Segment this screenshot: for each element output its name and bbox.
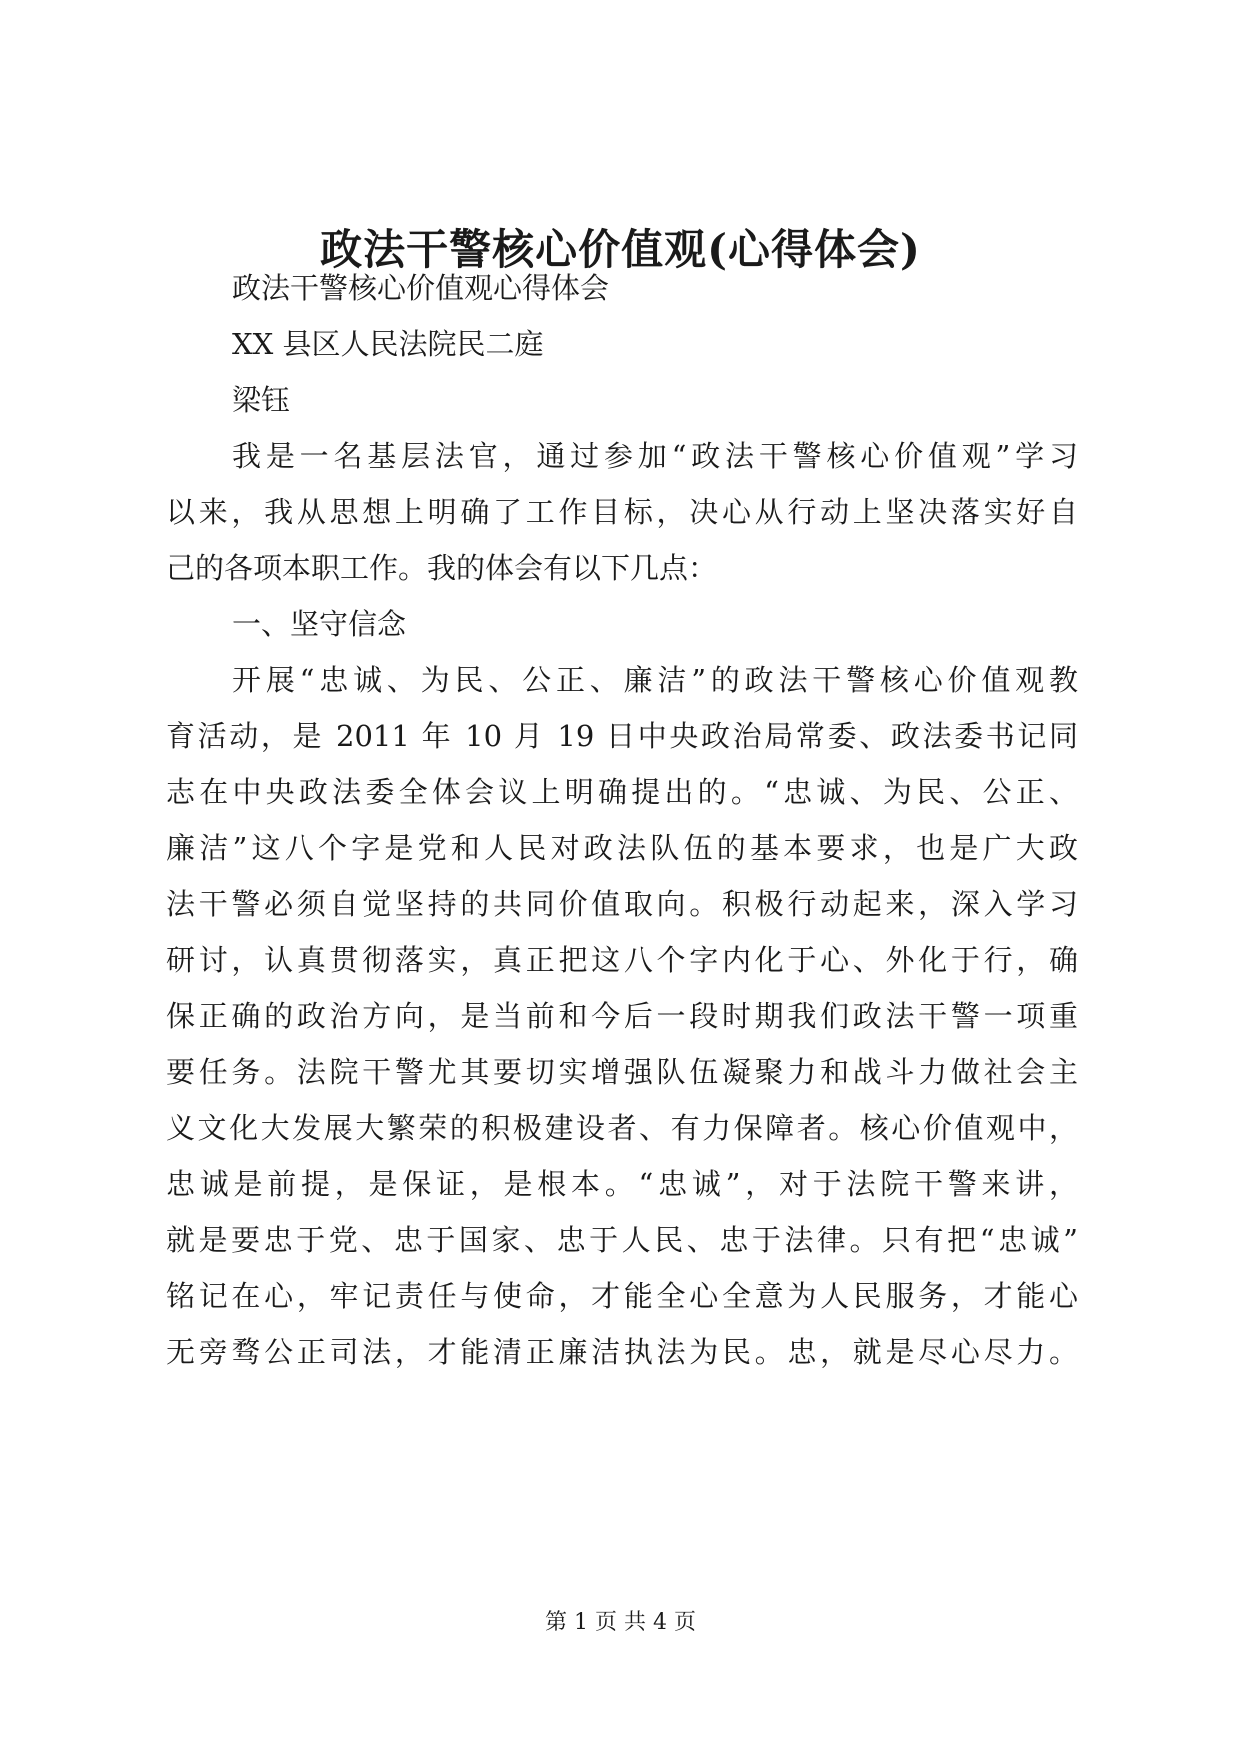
paragraph-line: 无旁骛公正司法，才能清正廉洁执法为民。忠，就是尽心尽力。: [166, 1335, 1078, 1369]
author-name: 梁钰: [232, 383, 291, 417]
page-number: 第 1 页 共 4 页: [545, 1610, 696, 1635]
paragraph-line: 要任务。法院干警尤其要切实增强队伍凝聚力和战斗力做社会主: [166, 1055, 1078, 1089]
paragraph-line: 法干警必须自觉坚持的共同价值取向。积极行动起来，深入学习: [166, 887, 1078, 921]
section-heading: 一、坚守信念: [232, 607, 407, 641]
paragraph-line: 义文化大发展大繁荣的积极建设者、有力保障者。核心价值观中，: [166, 1111, 1078, 1145]
paragraph-line: 保正确的政治方向，是当前和今后一段时期我们政法干警一项重: [166, 999, 1078, 1033]
paragraph-line: 育活动，是 2011 年 10 月 19 日中央政治局常委、政法委书记同: [166, 719, 1078, 753]
paragraph-line: 研讨，认真贯彻落实，真正把这八个字内化于心、外化于行，确: [166, 943, 1078, 977]
paragraph-line: 以来，我从思想上明确了工作目标，决心从行动上坚决落实好自: [166, 495, 1078, 529]
court-department: XX 县区人民法院民二庭: [232, 327, 544, 361]
paragraph-line: 志在中央政法委全体会议上明确提出的。“忠诚、为民、公正、: [166, 775, 1078, 809]
paragraph-line: 我是一名基层法官，通过参加“政法干警核心价值观”学习: [232, 439, 1078, 473]
paragraph-line: 忠诚是前提，是保证，是根本。“忠诚”，对于法院干警来讲，: [166, 1167, 1078, 1201]
paragraph-line: 开展“忠诚、为民、公正、廉洁”的政法干警核心价值观教: [232, 663, 1078, 697]
paragraph-line: 廉洁”这八个字是党和人民对政法队伍的基本要求，也是广大政: [166, 831, 1078, 865]
paragraph-line: 就是要忠于党、忠于国家、忠于人民、忠于法律。只有把“忠诚”: [166, 1223, 1078, 1257]
document-title: 政法干警核心价值观(心得体会): [320, 225, 921, 274]
paragraph-line: 己的各项本职工作。我的体会有以下几点：: [166, 551, 718, 585]
paragraph-line: 铭记在心，牢记责任与使命，才能全心全意为人民服务，才能心: [166, 1279, 1078, 1313]
subtitle: 政法干警核心价值观心得体会: [232, 271, 610, 305]
